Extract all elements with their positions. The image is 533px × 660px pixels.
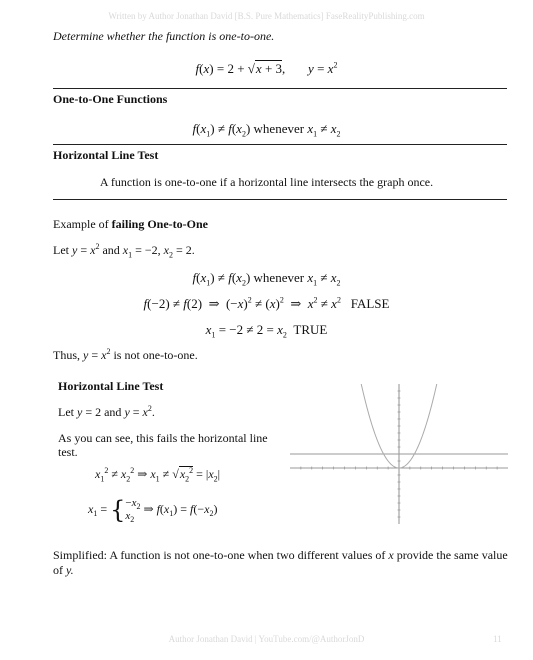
page-header: Written by Author Jonathan David [B.S. Pure Mathematics] FaseRealityPublishing.com xyxy=(108,11,425,21)
example-let: Let $y = x^2$ and $x_1 = -2$, $x_2 = 2$. xyxy=(53,242,195,260)
page-footer: Author Jonathan David | YouTube.com/@AuthorJonD xyxy=(168,634,365,644)
simplified-note: Simplified: A function is not one-to-one when two different values of x provide the same value of y. xyxy=(53,548,508,577)
function-equations: f(x) = 2 + √x + 3, $y = x^2$ xyxy=(195,60,338,76)
hlt-derivation-1: $x_1^2 \ne x_2^2$ ⇒ $x_1 \ne √x_2^2 = |x_2|$ xyxy=(95,466,221,484)
example-conclusion: Thus, $y = x^2$ is not one-to-one. xyxy=(53,347,198,362)
example-result: $x_1 = -2 \ne 2 = x_2$ TRUE xyxy=(205,322,328,340)
hlt-let: Let y = 2 and $y = x^2$. xyxy=(58,404,155,419)
intro-text: Determine whether the function is one-to-one. xyxy=(53,29,275,43)
section-heading-one-to-one: One-to-One Functions xyxy=(53,92,168,106)
divider xyxy=(53,144,507,145)
divider xyxy=(53,199,507,200)
divider xyxy=(53,88,507,89)
hlt-derivation-2: $x_1 = \{-x_2$ $x_2$ ⇒ $f(x_1) = f(-x_2)$ xyxy=(88,496,218,525)
parabola-graph xyxy=(290,384,508,524)
one-to-one-definition: $f(x_1) \ne f(x_2)$ whenever $x_1 \ne x_2$ xyxy=(192,121,341,139)
example-title: Example of failing One-to-One xyxy=(53,217,208,231)
hlt-definition: A function is one-to-one if a horizontal line intersects the graph once. xyxy=(99,175,434,189)
section-heading-hlt: Horizontal Line Test xyxy=(53,148,159,162)
page-number: 11 xyxy=(493,634,502,644)
hlt-paragraph: As you can see, this fails the horizontal line test. xyxy=(58,431,268,459)
example-evaluation: f(−2) ≠ f(2) ⇒ $(-x)^2 \ne (x)^2$ ⇒ $x^2 \ne x^2$ FALSE xyxy=(143,295,390,311)
example-condition: $f(x_1) \ne f(x_2)$ whenever $x_1 \ne x_2$ xyxy=(192,270,341,288)
hlt-subheading: Horizontal Line Test xyxy=(58,379,164,393)
